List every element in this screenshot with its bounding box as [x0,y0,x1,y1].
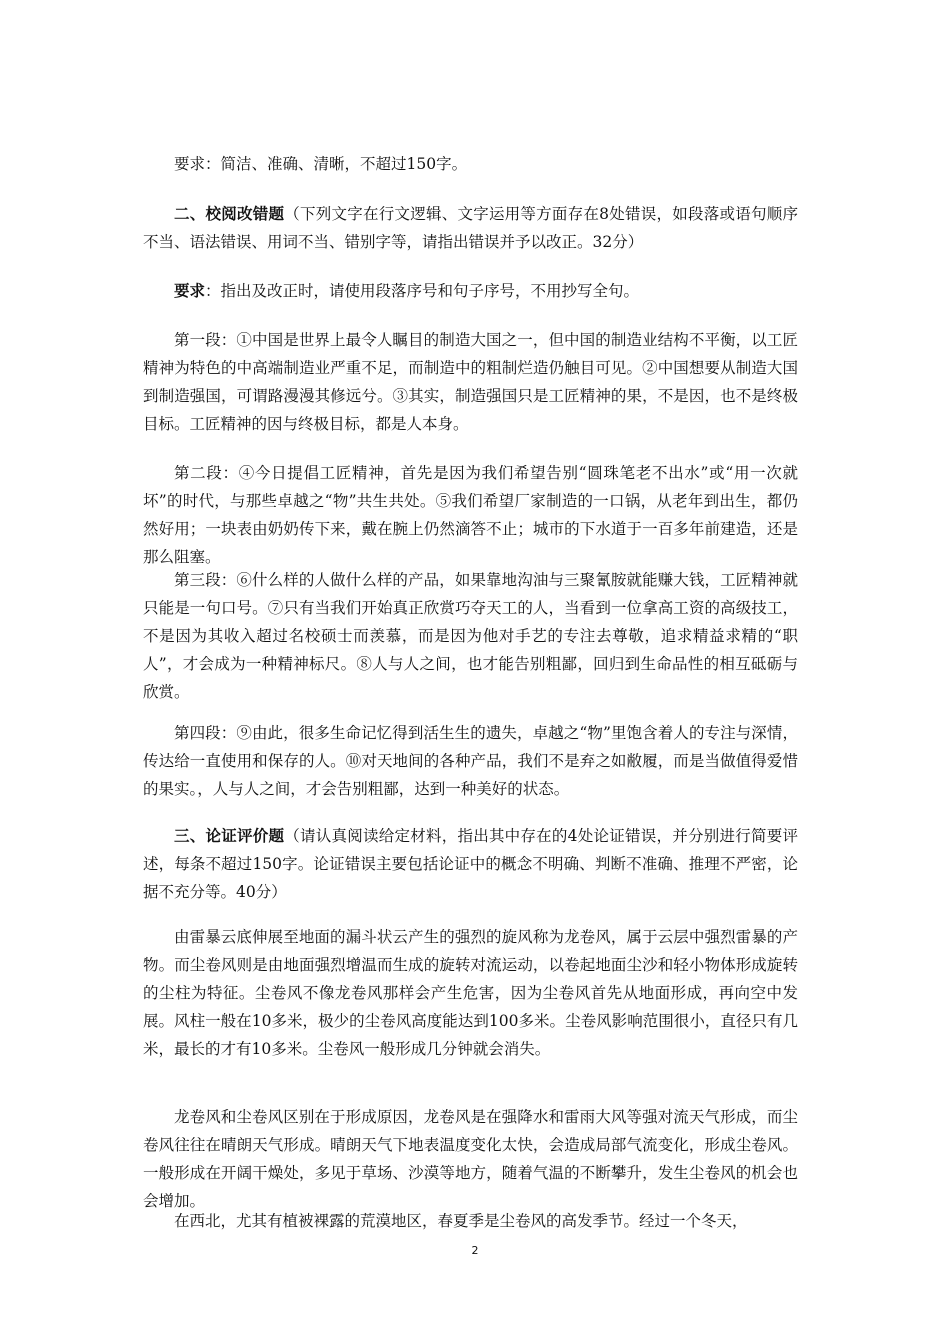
section-2-instructions [143,200,798,256]
material-paragraph-2: 龙卷风和尘卷风区别在于形成原因，龙卷风是在强降水和雷雨大风等强对流天气形成，而尘卷风往往在晴朗天气形成。晴朗天气下地表温度变化太快，会造成局部气流变化，形成尘卷风。一般形成在开阔干燥处，多见于草场、沙漠等地方，随着气温的不断攀升，发生尘卷风的机会也会增加。 [143,1108,798,1210]
paragraph-2: 第二段：④今日提倡工匠精神，首先是因为我们希望告别“圆珠笔老不出水”或“用一次就坏”的时代，与那些卓越之“物”共生共处。⑤我们希望厂家制造的一口锅，从老年到出生，都仍然好用；一块表由奶奶传下来，戴在腕上仍然滴答不止；城市的下水道于一百多年前建造，还是那么阻塞。 [143,464,798,566]
section-3-instructions-text: （请认真阅读给定材料，指出其中存在的4处论证错误，并分别进行简要评述，每条不超过150字。论证错误主要包括论证中的概念不明确、判断不准确、推理不严密，论据不充分等。40分） [143,827,798,901]
section-2-heading: 二、校阅改错题 [174,204,285,223]
paragraph-3: 第三段：⑥什么样的人做什么样的产品，如果靠地沟油与三聚氰胺就能赚大钱，工匠精神就只能是一句口号。⑦只有当我们开始真正欣赏巧夺天工的人，当看到一位拿高工资的高级技工，不是因为其收入超过名校硕士而羡慕，而是因为他对手艺的专注去尊敬，追求精益求精的“职人”，才会成为一种精神标尺。⑧人与人之间，也才能告别粗鄙，回归到生命品性的相互砥砺与欣赏。 [143,571,798,701]
material-paragraph-1: 由雷暴云底伸展至地面的漏斗状云产生的强烈的旋风称为龙卷风，属于云层中强烈雷暴的产物。而尘卷风则是由地面强烈增温而生成的旋转对流运动，以卷起地面尘沙和轻小物体形成旋转的尘柱为特征。尘卷风不像龙卷风那样会产生危害，因为尘卷风首先从地面形成，再向空中发展。风柱一般在10多米，极少的尘卷风高度能达到100多米。尘卷风影响范围很小，直径只有几米，最长的才有10多米。尘卷风一般形成几分钟就会消失。 [143,928,798,1058]
requirement-label: 要求 [174,281,206,300]
section-2-instructions-text: （下列文字在行文逻辑、文字运用等方面存在8处错误，如段落或语句顺序不当、语法错误、用词不当、错别字等，请指出错误并予以改正。32分） [143,205,798,251]
section-3-heading: 三、论证评价题 [174,826,285,845]
page-number: 2 [471,1244,479,1257]
section-3-instructions [143,822,798,906]
requirement-text: ：指出及改正时，请使用段落序号和句子序号，不用抄写全句。 [205,282,640,300]
paragraph-1: 第一段：①中国是世界上最令人瞩目的制造大国之一，但中国的制造业结构不平衡，以工匠精神为特色的中高端制造业严重不足，而制造中的粗制烂造仍触目可见。②中国想要从制造大国到制造强国，可谓路漫漫其修远兮。③其实，制造强国只是工匠精神的果，不是因，也不是终极目标。工匠精神的因与终极目标，都是人本身。 [143,331,798,433]
material-paragraph-3: 在西北，尤其有植被裸露的荒漠地区，春夏季是尘卷风的高发季节。经过一个冬天， [174,1212,748,1230]
section-2-requirement [143,277,798,305]
paragraph-4: 第四段：⑨由此，很多生命记忆得到活生生的遗失，卓越之“物”里饱含着人的专注与深情，传达给一直使用和保存的人。⑩对天地间的各种产品，我们不是弃之如敝履，而是当做值得爱惜的果实。，人与人之间，才会告别粗鄙，达到一种美好的状态。 [143,724,798,798]
requirement-summary: 要求：简洁、准确、清晰，不超过150字。 [174,155,468,173]
